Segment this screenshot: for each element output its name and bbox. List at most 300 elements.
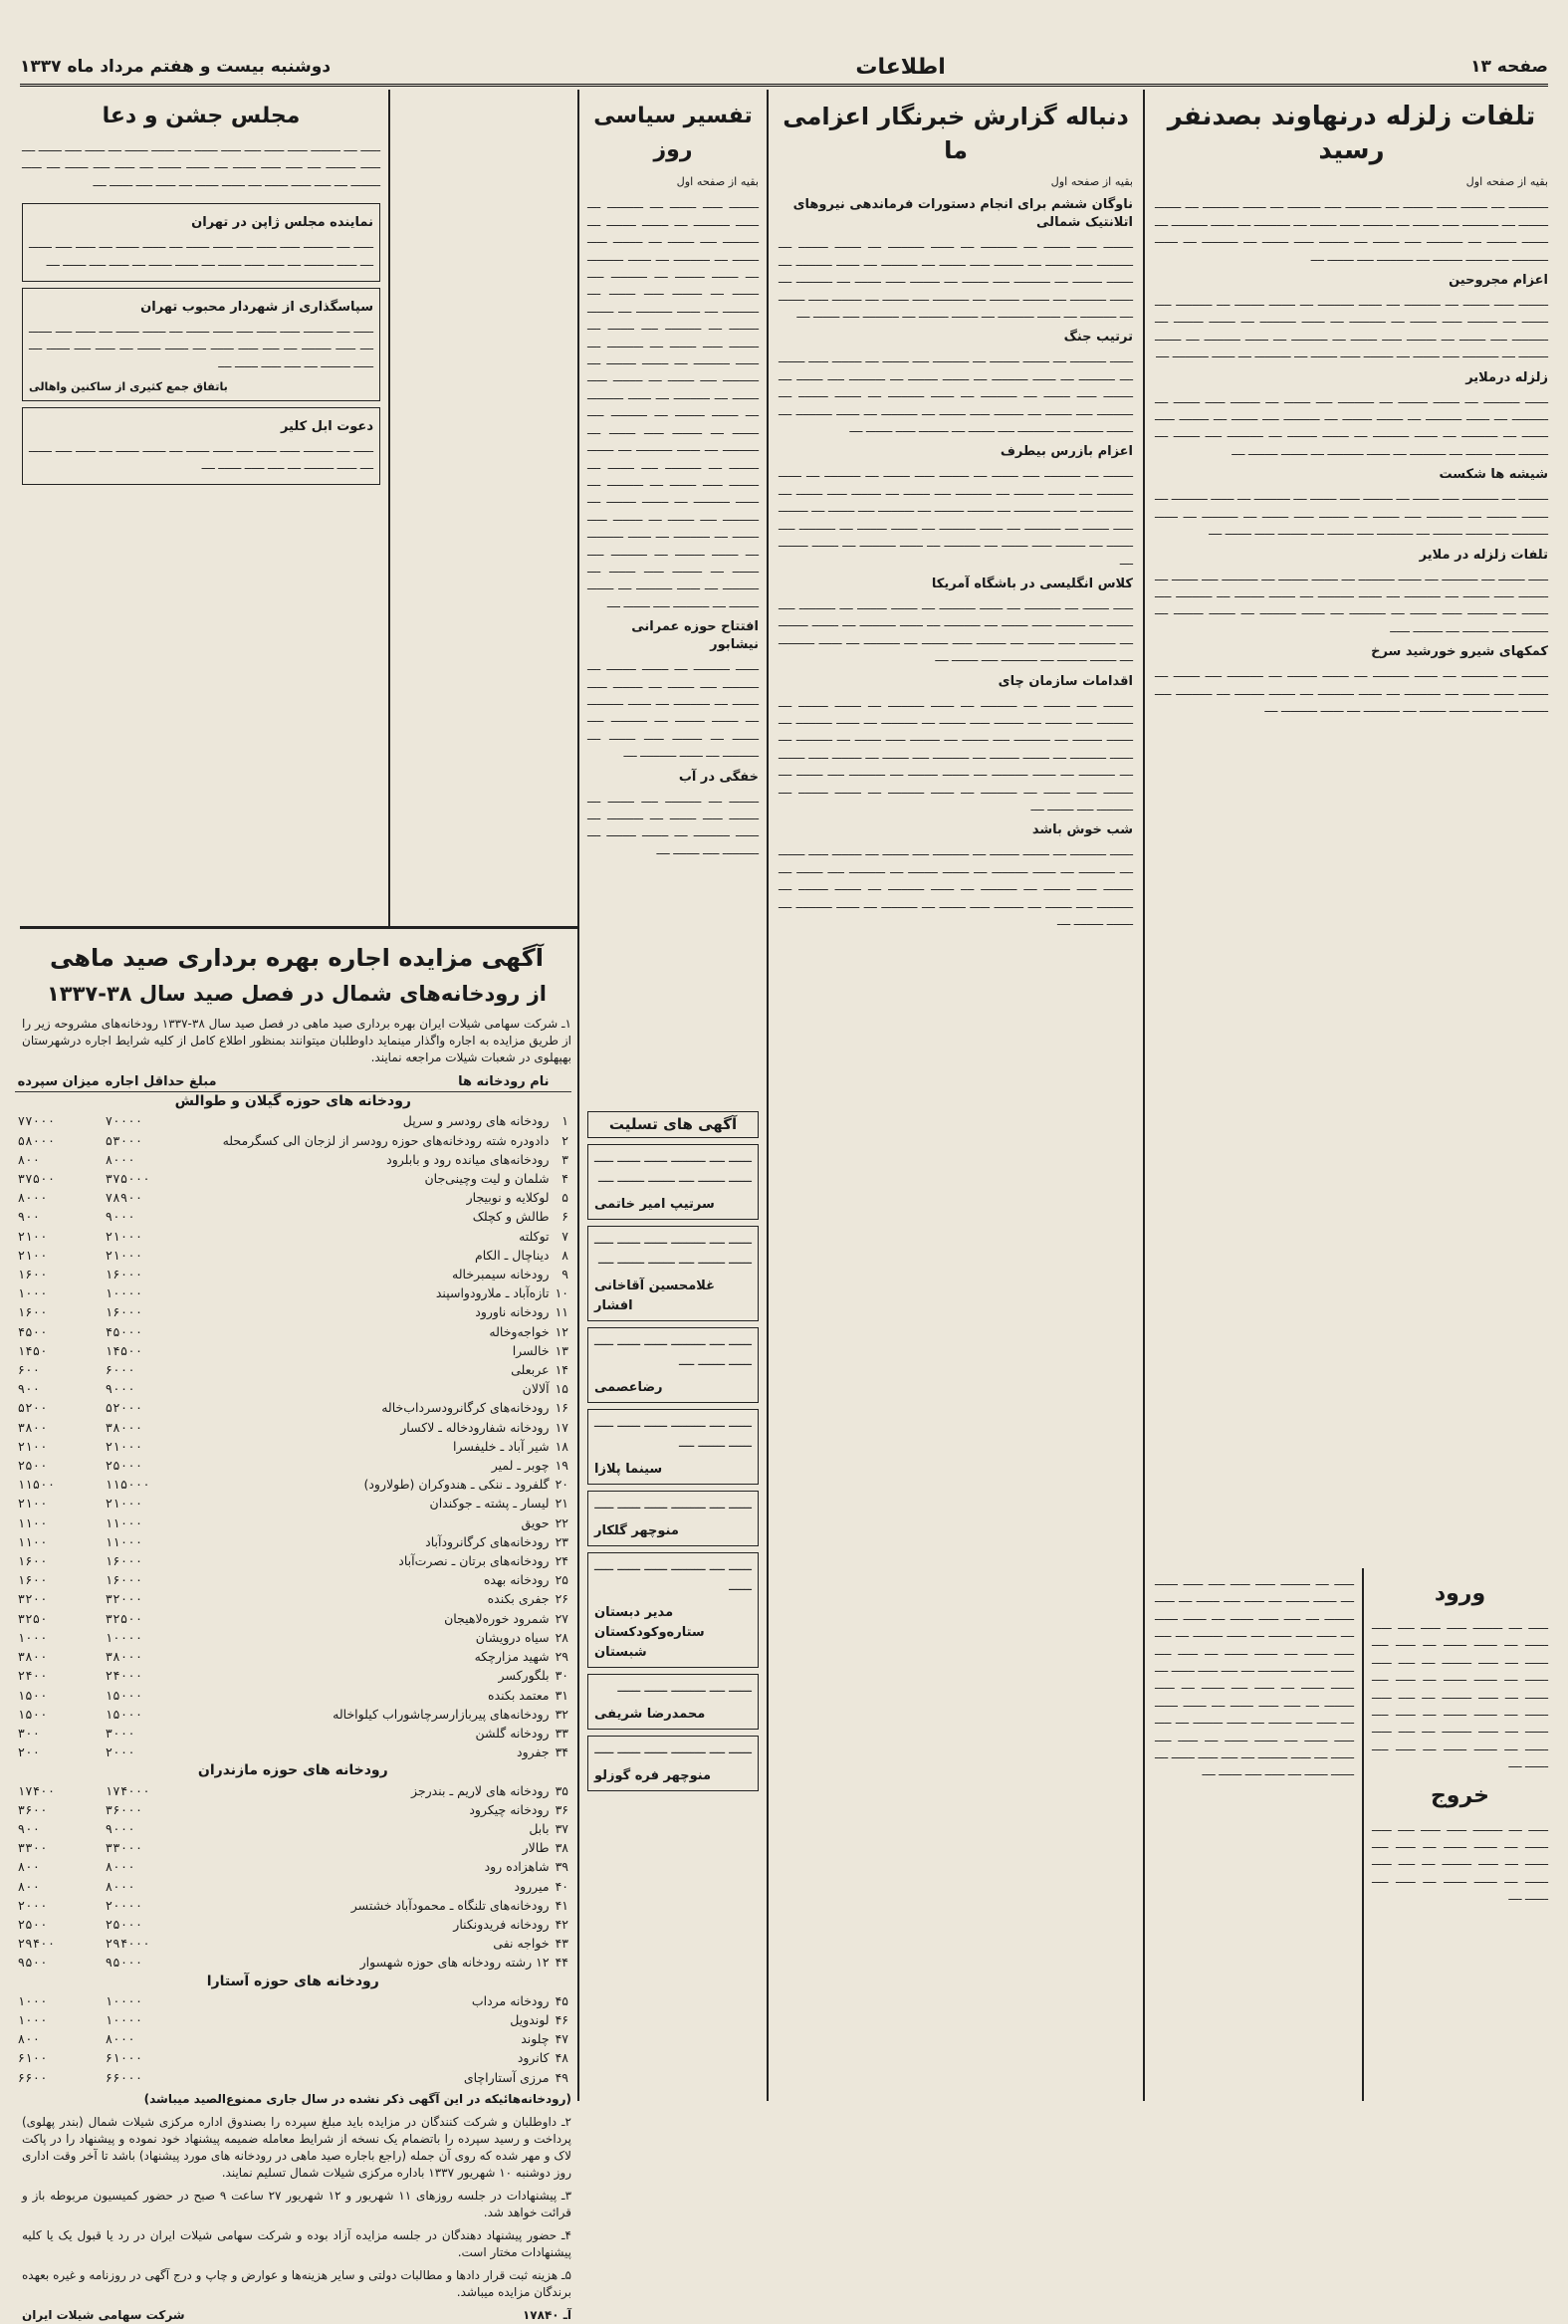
- table-row: [15, 1838, 571, 1857]
- section-rule: [20, 926, 577, 929]
- row-number: ۲۶: [555, 1591, 568, 1607]
- table-row: [15, 1953, 571, 1972]
- row-number: ۳۰: [555, 1668, 568, 1684]
- min-rent: ۲۱۰۰۰: [105, 1228, 143, 1244]
- deposit: ۱۷۴۰۰: [17, 1782, 56, 1798]
- min-rent: ۳۷۵۰۰۰: [105, 1171, 150, 1187]
- min-rent: ۱۱۰۰۰: [105, 1514, 143, 1530]
- river-name: رودخانه‌های کرگانرود‌آباد: [425, 1533, 550, 1549]
- rivers-table: [15, 1072, 571, 2087]
- article-body: ـــــــــ ــــ ـــــــــــ ـــــ ــــــــ ــــ ـــــــــ ــــــ ــــــــ ــــ ـــــــــــ ــــ ـــــــ ـــــــــــ ــــ ــــــــ ـــــــــ ــــ ـــــــــــ ـــــ ــــــــ ــــ ـــــــــ ــــــ ــــــــ ــــ ـــــــــــ ــــ ـــــــ ـــــــــــ ــــ ــــــــ ـــــــــ ــــ ـــــــــــ ـــــ ــــــــ ــــ ـــــــــ ــــــ ــــــــ ــــ: [1155, 490, 1548, 539]
- deposit: ۱۰۰۰: [17, 2011, 48, 2027]
- river-name: جفری بکنده: [487, 1591, 550, 1607]
- condolence-ads: [587, 1105, 759, 2101]
- row-number: ۱۸: [555, 1438, 568, 1454]
- river-name: رودخانه های رودسر و سرپل: [402, 1113, 550, 1129]
- ad-signature: منوچهر گلکار: [594, 1523, 679, 1539]
- table-row: [15, 1398, 571, 1417]
- table-row: [15, 1915, 571, 1934]
- deposit: ۱۰۰۰: [17, 1992, 48, 2008]
- subhead: تلفات زلزله در ملایر: [1419, 547, 1548, 563]
- group-title: رودخانه های حوزه گیلان و طوالش: [174, 1093, 411, 1110]
- ad-signature: رضاعصمی: [594, 1380, 663, 1396]
- table-row: [15, 1934, 571, 1953]
- entry-title: ورود: [1434, 1581, 1486, 1606]
- min-rent: ۶۱۰۰۰: [105, 2050, 143, 2066]
- article-body: ـــــــــ ــــــ ــــــــ ــــ ـــــــــــ ــــ ـــــــ ـــــــــــ ــــ ــــــــ ـــــــــ ــــ ـــــــــــ ـــــ ــــــــ ــــ ـــــــــ ــــــ ــــــــ ــــ ـــــــــــ ــــ ـــــــ ـــــــــــ ــــ ــــــــ ـــــــــ ــــ ـــــــــــ ـــــ ــــــــ ــــ ـــــــــ ــــــ ــــــــ ــــ ـــــــــــ ــــ ـــــــ ـــــــــــ ــــ ــــــــ ـــــــــ ــــ ـــــــــــ ـــــ ــــــــ ــــ ـــــــــ ــــــ ــــــــ ــــ ـــــــــــ ــــ ـــــــ ـــــــــــ ــــ ــــــــ ـــــــــ ــــ ـــــــــــ ـــــ ــــــــ ــــ: [779, 238, 1133, 322]
- table-row: [15, 1418, 571, 1437]
- auction-term: ۴ـ حضور پیشنهاد دهندگان در جلسه مزایده آزاد بوده و شرکت سهامی شیلات ایران در رد یا قبول یک یا کلیه پیشنهادات مختار است.: [22, 2227, 571, 2259]
- river-name: رودخانه‌های کرگانرودسرداب‌خاله: [381, 1400, 550, 1416]
- condolence-ad: ــــــ ــــ ـــــــــ ــــــ ــــــ ـــــ منوچهر فره گوزلو: [587, 1736, 759, 1791]
- row-number: ۳۸: [555, 1840, 568, 1856]
- subhead: سپاسگذاری از شهردار محبوب تهران: [140, 300, 373, 316]
- river-name: توکلته: [519, 1228, 550, 1244]
- row-number: ۴: [561, 1171, 568, 1187]
- article-body: ــــــ ــــ ـــــــــ ــــــ ــــــ ـــــ ــــــ ـــــــ ــــ ـــــــ ـــــــ ــــ ــــــ ـــــ ـــــــ ــــ ــــــ ـــــــــ ــــ ـــــ ــــــ ـــــــ ــــ ـــــــ ـــــــ ــــ ــــــ ـــــ ـــــــ ــــ ــــــ ـــــــــ ــــ ـــــ ــــــ ـــــــ ــــ ـــــــ ـــــــ ــــ ــــــ ـــــ ـــــــ ــــ ــــــ ـــــــــ ــــ ـــــ ــــــ ـــــــ ــــ ـــــــ ـــــــ ــــ ــــــ ـــــ ـــــــ ــــ: [1372, 1619, 1548, 1771]
- deposit: ۲۰۰۰: [17, 1897, 48, 1913]
- min-rent: ۲۱۰۰۰: [105, 1438, 143, 1454]
- headline-report: دنباله گزارش خبرنگار اعزامی ما: [783, 103, 1129, 164]
- river-name: شهید مزارچکه: [474, 1649, 550, 1665]
- deposit: ۱۵۰۰: [17, 1706, 48, 1722]
- table-row: [15, 1570, 571, 1589]
- article-body: ــــــ ــــــــ ــــ ـــــــــــ ــــ ـــــــ ـــــــــــ ــــ ــــــــ ـــــــــ ــــ ـــــــــــ ـــــ ــــــــ ــــ ـــــــــ ــــــ ــــــــ ــــ ـــــــــــ ــــ ـــــــ ـــــــــــ ــــ ــــــــ ـــــــــ ــــ ـــــــــــ ـــــ ــــــــ ــــ ـــــــــ ــــــ ــــــــ ــــ ـــــــــــ ــــ ـــــــ ـــــــــــ ــــ ــــــــ ـــــــــ ــــ ـــــــــــ ـــــ ــــــــ ــــ: [779, 598, 1133, 665]
- row-number: ۱۹: [555, 1458, 568, 1474]
- table-row: [15, 1188, 571, 1207]
- row-number: ۲۳: [555, 1533, 568, 1549]
- lead-line: بقیه از صفحه اول: [1050, 175, 1133, 188]
- deposit: ۷۷۰۰۰: [17, 1113, 56, 1129]
- article-body: ــــــ ــــ ـــــــــ ــــــ ــــــ ـــــ ــــــ ـــــــ ــــ ـــــــ ـــــــ ــــ ــــــ ـــــ ـــــــ ــــ ــــــ ـــــــــ ــــ ـــــ ــــــ ـــــــ ــــ ـــــــ ـــــــ ــــ ــــــ ـــــ ـــــــ ــــ ــــــ ـــــــــ ــــ ـــــ ــــــ ـــــــ ــــ ـــــــ ـــــــ ــــ ــــــ ـــــ ـــــــ ــــ ــــــ ـــــــــ ــــ ـــــ ــــــ ـــــــ ــــ ـــــــ ـــــــ ــــ ــــــ ـــــ ـــــــ ــــ ــــــ ـــــــــ ــــ ـــــ ــــــ ـــــــ ــــ ـــــــ ـــــــ ــــ ــــــ ـــــ ـــــــ ــــ ــــــ ـــــــــ ــــ ـــــ ــــــ ـــــــ ــــ ـــــــ ـــــــ ــــ ــــــ ـــــ ـــــــ ــــ ــــــ ـــــــــ ــــ ـــــ ــــــ ـــــــ ــــ ـــــــ ـــــــ ــــ ــــــ ـــــ ـــــــ ــــ: [1155, 1575, 1354, 1779]
- deposit: ۱۱۵۰۰: [17, 1477, 56, 1493]
- column-announcements: [22, 96, 380, 922]
- paper-name: اطلاعات: [855, 54, 946, 80]
- river-name: شیر آباد ـ خلیفسرا: [453, 1438, 550, 1454]
- min-rent: ۲۵۰۰۰: [105, 1916, 143, 1932]
- condolence-ad: ــــــ ــــ ـــــــــ ــــــ ــــــ محمدرضا شریفی: [587, 1674, 759, 1730]
- row-number: ۴۹: [555, 2069, 568, 2085]
- river-name: لیسار ـ پشته ـ جوکندان: [429, 1496, 550, 1511]
- subhead: اعزام مجروحین: [1449, 273, 1548, 289]
- deposit: ۳۸۰۰: [17, 1419, 48, 1435]
- river-name: رودخانه فریدونکنار: [453, 1916, 550, 1932]
- river-name: طالش و کچلک: [472, 1209, 550, 1225]
- deposit: ۲۱۰۰: [17, 1228, 48, 1244]
- river-name: حویق: [521, 1514, 550, 1530]
- deposit: ۱۰۰۰: [17, 1629, 48, 1645]
- table-row: [15, 1265, 571, 1283]
- table-row: [15, 2029, 571, 2048]
- announcement-row: [22, 96, 380, 197]
- river-name: خواجه‌وخاله: [489, 1323, 550, 1339]
- river-name: عربعلی: [511, 1362, 550, 1378]
- min-rent: ۱۰۰۰۰: [105, 2011, 143, 2027]
- min-rent: ۲۱۰۰۰: [105, 1496, 143, 1511]
- subhead: دعوت ابل کلیر: [280, 418, 373, 434]
- row-number: ۲۴: [555, 1553, 568, 1569]
- auction-term: ۳ـ پیشنهادات در جلسه روزهای ۱۱ شهریور و ۱۲ شهریور ۲۷ ساعت ۹ صبح در حضور کمیسیون مربوطه باز و قرائت خواهد شد.: [22, 2188, 572, 2219]
- river-name: گلفرود ـ ننکی ـ هندوکران (طولارود): [363, 1477, 550, 1493]
- article-body: ــــــ ــــ ـــــــــ ــــــ ــــــ ـــــ ــــــ ـــــــ ــــ ـــــــ ـــــــ ــــ ــــــ ـــــ ـــــــ ــــ ــــــ ـــــــــ ــــ ـــــ ــــــ ـــــــ ــــ ـــــــ ـــــــ ــــ ــــــ ـــــ ـــــــ ــــ ــــــ ـــــــــ ــــ ـــــ ــــــ ـــــــ ــــ: [29, 323, 373, 370]
- group-header: [15, 1761, 571, 1780]
- ad-signature: منوچهر فره گوزلو: [594, 1768, 712, 1784]
- column-rule: [577, 90, 579, 2101]
- river-name: لوندویل: [510, 2011, 550, 2027]
- deposit: ۱۱۰۰: [17, 1533, 48, 1549]
- auction-code: آـ ۱۷۸۴۰: [522, 2307, 571, 2322]
- table-row: [15, 1283, 571, 1302]
- deposit: ۸۰۰: [17, 1878, 41, 1894]
- min-rent: ۳۰۰۰: [105, 1725, 135, 1741]
- table-row: [15, 2068, 571, 2087]
- column-rule: [1362, 1568, 1364, 2101]
- min-rent: ۳۳۰۰۰: [105, 1840, 143, 1856]
- river-name: رودخانه‌های برتان ـ نصرت‌آباد: [398, 1553, 550, 1569]
- row-number: ۱۰: [555, 1285, 568, 1301]
- table-row: [15, 1551, 571, 1570]
- deposit: ۲۵۰۰: [17, 1916, 48, 1932]
- headline-commentary: تفسیر سیاسی روز: [593, 104, 753, 162]
- article-body: ـــــــــ ــــ ـــــــــــ ـــــ ــــــــ ــــ ـــــــــ ــــــ ــــــــ ــــ ـــــــــــ ــــ ـــــــ ـــــــــــ ــــ ــــــــ ـــــــــ ــــ ـــــــــــ ـــــ ــــــــ ــــ: [587, 792, 759, 857]
- condolence-ad: ــــــ ــــ ـــــــــ ــــــ ــــــ ـــــ منوچهر گلکار: [587, 1491, 759, 1546]
- subhead: افتتاح حوزه عمرانی نیشابور: [631, 619, 759, 653]
- ads-header: آگهی های تسلیت: [587, 1111, 759, 1138]
- row-number: ۳۳: [555, 1725, 568, 1741]
- table-row: [15, 1666, 571, 1685]
- row-number: ۲۵: [555, 1572, 568, 1588]
- deposit: ۸۰۰: [17, 2031, 41, 2047]
- deposit: ۲۴۰۰: [17, 1668, 48, 1684]
- deposit: ۲۹۴۰۰: [17, 1936, 56, 1952]
- deposit: ۳۲۵۰: [17, 1610, 48, 1626]
- column-rule: [767, 90, 769, 2101]
- condolence-ad: ــــــ ــــ ـــــــــ ــــــ ــــــ ـــــ ــــــ ـــــــ ــــ رضاعصمی: [587, 1327, 759, 1403]
- row-number: ۳۹: [555, 1859, 568, 1875]
- auction-intro: ۱ـ شرکت سهامی شیلات ایران بهره برداری صید ماهی در فصل صید سال ۳۸-۱۳۳۷ رودخانه‌های مشروحه زیر را از طریق مزایده به اجاره واگذار مینماید داوطلبان میتوانند بمنظور اطلاع کامل از کلیه شرایط اجاره درشهرستان بهپهلوی در شعبات شیلات مراجعه نمایند.: [22, 1017, 571, 1064]
- row-number: ۱۳: [555, 1342, 568, 1358]
- table-row: [15, 1857, 571, 1876]
- ad-signature: محمدرضا شریفی: [594, 1707, 706, 1723]
- table-row: [15, 1227, 571, 1246]
- river-name: خالسرا: [512, 1342, 550, 1358]
- deposit: ۵۲۰۰: [17, 1400, 48, 1416]
- min-rent: ۹۰۰۰: [105, 1820, 135, 1836]
- row-number: ۳۲: [555, 1706, 568, 1722]
- deposit: ۱۶۰۰: [17, 1572, 48, 1588]
- min-rent: ۲۹۴۰۰۰: [105, 1936, 150, 1952]
- announcement-thanks: [22, 288, 380, 401]
- col-river-name: نام رودخانه ها: [220, 1072, 553, 1092]
- deposit: ۱۶۰۰: [17, 1304, 48, 1320]
- column-earthquake-cont: [1155, 1573, 1354, 2101]
- min-rent: ۱۶۰۰۰: [105, 1267, 143, 1282]
- table-row: [15, 1647, 571, 1666]
- min-rent: ۲۱۰۰۰: [105, 1247, 143, 1263]
- table-row: [15, 1705, 571, 1724]
- row-number: ۲۲: [555, 1514, 568, 1530]
- river-name: دیناچال ـ الکام: [474, 1247, 550, 1263]
- min-rent: ۱۰۰۰۰: [105, 1629, 143, 1645]
- row-number: ۴۳: [555, 1936, 568, 1952]
- deposit: ۱۵۰۰: [17, 1687, 48, 1703]
- group-title: رودخانه های حوزه آستارا: [206, 1973, 379, 1989]
- min-rent: ۱۶۰۰۰: [105, 1553, 143, 1569]
- deposit: ۳۲۰۰: [17, 1591, 48, 1607]
- row-number: ۱: [561, 1113, 568, 1129]
- min-rent: ۸۰۰۰: [105, 1878, 135, 1894]
- article-body: ـــــــــ ــــــ ــــــــ ــــ ـــــــــــ ــــ ـــــــ ـــــــــــ ــــ ــــــــ ـــــــــ ــــ ـــــــــــ ـــــ ــــــــ ــــ ـــــــــ ــــــ ــــــــ ــــ ـــــــــــ ــــ ـــــــ ـــــــــــ ــــ ــــــــ ـــــــــ ــــ ـــــــــــ ـــــ ــــــــ ــــ ـــــــــ ــــــ ــــــــ ــــ ـــــــــــ ــــ ـــــــ ـــــــــــ ــــ ــــــــ ـــــــــ ــــ ـــــــــــ ـــــ ــــــــ ــــ ـــــــــ ــــــ ــــــــ ــــ ـــــــــــ ــــ ـــــــ ـــــــــــ ــــ ــــــــ ـــــــــ ــــ ـــــــــــ ـــــ ــــــــ ــــ ـــــــــ ــــــ ــــــــ ــــ ـــــــــــ ــــ ـــــــ ـــــــــــ ــــ ــــــــ ـــــــــ ــــ ـــــــــــ ـــــ ــــــــ ــــ: [779, 696, 1133, 813]
- river-name: چوبر ـ لمیر: [491, 1458, 550, 1474]
- min-rent: ۱۶۰۰۰: [105, 1572, 143, 1588]
- deposit: ۸۰۰: [17, 1859, 41, 1875]
- article-body: ــــــــــــ ــــ ــــــــ ــــــ ـــــــــ ــــ ـــــــــــ ـــــ ــــــــــ ــــ ـــــــ ـــــــــــ ــــ ــــــــ ـــــــــ ــــ ـــــــــــ ـــــ ــــــــ ــــ ـــــــــ ــــــ ــــــــ ــــ ـــــــــــ ــــ ـــــــ ـــــــــــ ــــ ــــــــ ـــــــــ ــــ ـــــــــــ ـــــ ــــــــ ــــ ـــــــــ ــــــ ــــــــ ــــ ـــــــــــ ــــ ـــــــ ـــــــــــ ــــ ــــــــ ـــــــــ ــــ ـــــــــــ ـــــ ــــــــ ــــ: [1155, 198, 1548, 264]
- row-number: ۲۷: [555, 1610, 568, 1626]
- table-row: [15, 1819, 571, 1838]
- deposit: ۲۱۰۰: [17, 1247, 48, 1263]
- deposit: ۱۶۰۰: [17, 1267, 48, 1282]
- row-number: ۳۴: [555, 1744, 568, 1760]
- row-number: ۳۶: [555, 1801, 568, 1817]
- article-body: ــــــ ــــــــ ــــ ـــــــــــ ــــ ـــــــ ـــــــــــ ــــ ــــــــ ـــــــــ ــــ ـــــــــــ ـــــ ــــــــ ــــ ـــــــــ ــــــ ــــــــ ــــ ـــــــــــ ــــ ـــــــ ـــــــــــ ــــ ــــــــ ـــــــــ ــــ ـــــــــــ ـــــ ــــــــ ــــ ـــــــــ ــــــ ــــــــ ــــ ـــــــــــ ــــ ـــــــ ـــــــــــ ــــ ــــــــ ـــــــــ ــــ ـــــــــــ ـــــ ــــــــ ــــ ـــــــــ ــــــ: [1155, 570, 1548, 635]
- table-row: [15, 1302, 571, 1321]
- headline-celebration: مجلس جشن و دعا: [102, 104, 301, 128]
- river-name: کانرود: [517, 2050, 550, 2066]
- min-rent: ۳۲۰۰۰: [105, 1591, 143, 1607]
- table-row: [15, 1877, 571, 1896]
- row-number: ۵: [561, 1190, 568, 1206]
- auction-notice: [17, 936, 572, 2322]
- table-header: [15, 1072, 571, 1092]
- min-rent: ۱۵۰۰۰: [105, 1687, 143, 1703]
- auction-title: آگهی مزایده اجاره بهره برداری صید ماهی: [50, 944, 544, 972]
- river-name: رودخانه های لاریم ـ بندرجز: [411, 1782, 550, 1798]
- article-body: ــــــــ ــــ ـــــــــــ ــــ ـــــــ ـــــــــــ ــــ ــــــــ ـــــــــ ــــ ـــــــــــ ـــــ ــــــــ ــــ ـــــــــ ــــــ ــــــــ ــــ ـــــــــــ ــــ ـــــــ ـــــــــــ ــــ ــــــــ ـــــــــ ــــ ـــــــــــ ـــــ ــــــــ ــــ ـــــــــ ــــــ ــــــــ ــــ ـــــــــــ ــــ ـــــــ ـــــــــــ ــــ: [1155, 667, 1548, 715]
- table-row: [15, 1475, 571, 1494]
- river-name: رودخانه چیکرود: [469, 1801, 550, 1817]
- river-name: رودخانه ناورود: [475, 1304, 550, 1320]
- deposit: ۹۰۰: [17, 1209, 41, 1225]
- auction-subtitle: از رودخانه‌های شمال در فصل صید سال ۳۸-۱۳۳۷: [46, 982, 547, 1006]
- group-title: رودخانه های حوزه مازندران: [197, 1762, 388, 1779]
- page-number: صفحه ۱۳: [1470, 57, 1548, 77]
- row-number: ۳: [561, 1151, 568, 1167]
- min-rent: ۲۵۰۰۰: [105, 1458, 143, 1474]
- min-rent: ۹۰۰۰: [105, 1209, 135, 1225]
- table-row: [15, 1207, 571, 1226]
- min-rent: ۶۰۰۰: [105, 1362, 135, 1378]
- article-body: ـــــــ ـــــــــــ ــــ ــــــــ ـــــــــ ــــ ـــــــــــ ـــــ ــــــــ ــــ ـــــــــ ــــــ ــــــــ ــــ ـــــــــــ ــــ ـــــــ ـــــــــــ ــــ ــــــــ ـــــــــ ــــ ـــــــــــ ـــــ ــــــــ ــــ ـــــــــ ــــــ ــــــــ ــــ ـــــــــــ ــــ ـــــــ ـــــــــــ ــــ ــــــــ ـــــــــ ــــ ـــــــــــ ـــــ ــــــــ ــــ ـــــــــ ــــــ ــــــــ ــــ ـــــــــــ ــــ ـــــــ ـــــــــــ ــــ ــــــــ ـــــــــ ــــ: [779, 845, 1133, 928]
- deposit: ۶۱۰۰: [17, 2050, 48, 2066]
- min-rent: ۸۰۰۰: [105, 1859, 135, 1875]
- deposit: ۳۷۵۰۰: [17, 1171, 56, 1187]
- condolence-ad: ــــــ ــــ ـــــــــ ــــــ ــــــ ـــــ ــــــ ـــــــ ــــ ـــــــ ـــــــ ــــ غلامحسین آقاخانی افشار: [587, 1226, 759, 1321]
- min-rent: ۲۰۰۰۰: [105, 1897, 143, 1913]
- table-row: [15, 1437, 571, 1456]
- ad-signature: مدیر دبستان ستاره‌و‌کودکستان شبستان: [594, 1605, 705, 1661]
- table-row: [15, 1169, 571, 1188]
- subhead: اقدامات سازمان چای: [998, 673, 1133, 689]
- min-rent: ۱۷۴۰۰۰: [105, 1782, 150, 1798]
- article-body: ـــــــــ ــــ ـــــــــــ ـــــ ــــــــ ــــ ـــــــــ ــــــ ــــــــ ــــ ـــــــــــ ــــ ـــــــ ـــــــــــ ــــ ــــــــ ـــــــــ ــــ ـــــــــــ ـــــ ــــــــ ــــ ـــــــــ ــــــ ــــــــ ــــ ـــــــــــ ــــ ـــــــ ـــــــــــ ــــ ــــــــ ـــــــــ ــــ ـــــــــــ ـــــ ــــــــ ــــ ـــــــــ ــــــ ــــــــ ــــ ـــــــــــ ــــ ـــــــ ـــــــــــ ــــ ــــــــ ـــــــــ ــــ ـــــــــــ ـــــ ــــــــ ــــ ـــــــــ ــــــ ــــــــ ــــ ـــــــــــ ــــ ـــــــ ـــــــــــ ــــ ــــــــ ـــــــــ ــــ: [779, 467, 1133, 568]
- subhead: کمکهای شیرو خورشید سرخ: [1371, 644, 1548, 660]
- min-rent: ۳۲۵۰۰: [105, 1610, 143, 1626]
- table-row: [15, 1724, 571, 1743]
- lead-line: بقیه از صفحه اول: [676, 175, 759, 188]
- masthead: [20, 50, 1548, 87]
- column-earthquake: [1155, 96, 1548, 1559]
- rivers-body: [15, 1092, 571, 2087]
- headline-earthquake: تلفات زلزله درنهاوند بصدنفر رسید: [1167, 102, 1536, 165]
- row-number: ۲۸: [555, 1629, 568, 1645]
- deposit: ۳۰۰: [17, 1725, 41, 1741]
- row-number: ۹: [561, 1267, 568, 1282]
- min-rent: ۸۰۰۰: [105, 1151, 135, 1167]
- table-row: [15, 1150, 571, 1169]
- deposit: ۹۰۰: [17, 1381, 41, 1397]
- col-deposit: میزان سپرده: [15, 1072, 103, 1092]
- article-body: ـــــــ ـــــــــــ ــــ ــــــــ ـــــــــ ــــ ـــــــــــ ـــــ ــــــــ ــــ ـــــــــ ــــــ ــــــــ ــــ ـــــــــــ ــــ ـــــــ ـــــــــــ ــــ ــــــــ ـــــــــ ــــ ـــــــــــ ـــــ ــــــــ ــــ ـــــــــ ــــــ ــــــــ ــــ ـــــــــــ ــــ ـــــــ ـــــــــــ ــــ: [587, 660, 759, 761]
- deposit: ۵۸۰۰۰: [17, 1132, 56, 1148]
- deposit: ۱۴۵۰: [17, 1342, 48, 1358]
- river-name: رودخانه‌های میانده رود و بابلرود: [386, 1151, 550, 1167]
- announcement-japan: [22, 203, 380, 282]
- deposit: ۲۱۰۰: [17, 1496, 48, 1511]
- river-name: رودخانه‌های پیربازار‌سرچاشوراب کیلواخاله: [333, 1706, 550, 1722]
- river-name: رودخانه‌های تلنگاه ـ محمودآباد خشتسر: [350, 1897, 550, 1913]
- group-header: [15, 1973, 571, 1991]
- date-line: دوشنبه بیست و هفتم مرداد ماه ۱۳۳۷: [20, 57, 332, 77]
- row-number: ۷: [561, 1228, 568, 1244]
- column-report: [779, 96, 1133, 2097]
- group-header: [15, 1092, 571, 1112]
- table-row: [15, 1532, 571, 1551]
- deposit: ۶۰۰: [17, 1362, 41, 1378]
- row-number: ۴۱: [555, 1897, 568, 1913]
- row-number: ۲۱: [555, 1496, 568, 1511]
- auction-term: ۲ـ داوطلبان و شرکت کنندگان در مزایده باید مبلغ سپرده را بصندوق اداره مرکزی شیلات شمال (بندر پهلوی) پرداخت و رسید سپرده را باتضمام یک نسخه از شرایط معامله ضمیمه پیشنهاد خود نموده و پیشنهاد را در پاکت لاک و مهر شده که روی آن جمله (راجع باجاره صید ماهی در رودخانه های مورد پیشنهاد) باشد تا آخر وقت اداری روز دوشنبه ۱۰ شهریور ۱۳۳۷ باداره مرکزی شیلات شمال تسلیم نمایند.: [22, 2114, 571, 2180]
- row-number: ۳۷: [555, 1820, 568, 1836]
- table-row: [15, 1111, 571, 1130]
- announcement-invite: [22, 407, 380, 486]
- min-rent: ۱۱۰۰۰: [105, 1533, 143, 1549]
- column-arrivals: [1372, 1573, 1548, 2101]
- table-row: [15, 1800, 571, 1819]
- article-body: ـــــــ ـــــــــــ ــــ ــــــــ ـــــــــ ــــ ـــــــــــ ـــــ ــــــــ ــــ ـــــــــ ــــــ ــــــــ ــــ ـــــــــــ ــــ ـــــــ ـــــــــــ ــــ ــــــــ ـــــــــ ــــ ـــــــــــ ـــــ ــــــــ ــــ ـــــــــ ــــــ ــــــــ ــــ ـــــــــــ ــــ ـــــــ ـــــــــــ ــــ ــــــــ ـــــــــ ــــ ـــــــــــ ـــــ ــــــــ ــــ ـــــــــ ــــــ ــــــــ ــــ ـــــــــــ ــــ ـــــــ ـــــــــــ ــــ ــــــــ ـــــــــ ــــ: [1155, 392, 1548, 458]
- table-row: [15, 1896, 571, 1915]
- condolence-ad: ــــــ ــــ ـــــــــ ــــــ ــــــ ـــــ ــــــ مدیر دبستان ستاره‌و‌کودکستان شبستان: [587, 1552, 759, 1668]
- row-number: ۳۱: [555, 1687, 568, 1703]
- min-rent: ۳۸۰۰۰: [105, 1419, 143, 1435]
- table-row: [15, 1686, 571, 1705]
- table-row: [15, 1628, 571, 1647]
- min-rent: ۹۰۰۰: [105, 1381, 135, 1397]
- article-body: ـــــــــ ــــــ ــــــــ ــــ ـــــــــــ ــــ ـــــــ ـــــــــــ ــــ ــــــــ ـــــــــ ــــ ـــــــــــ ـــــ ــــــــ ــــ ـــــــــ ــــــ ــــــــ ــــ ـــــــــــ ــــ ـــــــ ـــــــــــ ــــ ــــــــ ـــــــــ ــــ ـــــــــــ ـــــ ــــــــ ــــ ـــــــــ ــــــ ــــــــ ــــ ـــــــــــ ــــ ـــــــ ـــــــــــ ــــ ــــــــ ـــــــــ ــــ ـــــــــــ ـــــ ــــــــ ــــ ـــــــــ ــــــ ــــــــ ــــ ـــــــــــ ــــ ـــــــ ـــــــــــ ــــ ــــــــ ـــــــــ ــــ ـــــــــــ ـــــ ــــــــ ــــ ـــــــــ ــــــ ــــــــ ــــ ـــــــــــ ــــ ـــــــ ـــــــــــ ــــ ــــــــ ـــــــــ ــــ ـــــــــــ ـــــ ــــــــ ــــ ـــــــــ ــــــ ــــــــ ــــ ـــــــــــ ــــ ـــــــ ـــــــــــ ــــ ــــــــ ـــــــــ ــــ ـــــــــــ ـــــ ــــــــ ــــ ـــــــــ ــــــ ــــــــ ــــ ـــــــــــ ــــ ـــــــ ـــــــــــ ــــ ــــــــ ـــــــــ ــــ ـــــــــــ ـــــ ــــــــ ــــ ـــــــــ ــــــ ــــــــ ــــ ـــــــــــ ــــ ـــــــ ـــــــــــ ــــ ــــــــ ـــــــــ ــــ ـــــــــــ ـــــ ــــــــ ــــ ـــــــــ ــــــ ــــــــ ــــ ـــــــــــ ــــ ـــــــ ـــــــــــ ــــ ــــــــ ـــــــــ ــــ ـــــــــــ ـــــ ــــــــ ــــ: [587, 198, 759, 610]
- river-name: رودخانه سیمبرخاله: [452, 1267, 550, 1282]
- auction-footer-note: (رودخانه‌هائیکه در این آگهی ذکر نشده در سال جاری ممنوع‌الصید میباشد): [143, 2091, 571, 2106]
- deposit: ۸۰۰: [17, 1151, 41, 1167]
- row-number: ۱۲: [555, 1323, 568, 1339]
- subhead: شب خوش باشد: [1031, 822, 1133, 838]
- row-number: ۸: [561, 1247, 568, 1263]
- subhead: ناوگان ششم برای انجام دستورات فرماندهی نیروهای اتلانتیک شمالی: [792, 197, 1133, 231]
- river-name: جفرود: [517, 1744, 550, 1760]
- deposit: ۲۵۰۰: [17, 1458, 48, 1474]
- min-rent: ۳۶۰۰۰: [105, 1801, 143, 1817]
- river-name: خواجه نفی: [493, 1936, 550, 1952]
- auction-company: شرکت سهامی شیلات ایران: [22, 2307, 185, 2322]
- row-number: ۲۹: [555, 1649, 568, 1665]
- min-rent: ۱۱۵۰۰۰: [105, 1477, 150, 1493]
- row-number: ۱۱: [555, 1304, 568, 1320]
- ad-signature: غلامحسین آقاخانی افشار: [594, 1278, 716, 1314]
- river-name: شمرود خوره‌لاهیجان: [444, 1610, 550, 1626]
- min-rent: ۲۴۰۰۰: [105, 1668, 143, 1684]
- row-number: ۱۷: [555, 1419, 568, 1435]
- river-name: معتمد بکنده: [488, 1687, 550, 1703]
- deposit: ۳۸۰۰: [17, 1649, 48, 1665]
- row-number: ۱۶: [555, 1400, 568, 1416]
- river-name: میررود: [514, 1878, 550, 1894]
- river-name: رودخانه بهده: [483, 1572, 550, 1588]
- column-rule: [388, 90, 390, 926]
- min-rent: ۱۰۰۰۰: [105, 1992, 143, 2008]
- table-row: [15, 1513, 571, 1532]
- river-name: لوکلایه و نوبیجار: [466, 1190, 550, 1206]
- row-number: ۴۸: [555, 2050, 568, 2066]
- min-rent: ۶۶۰۰۰: [105, 2069, 143, 2085]
- min-rent: ۱۶۰۰۰: [105, 1304, 143, 1320]
- river-name: سیاه درویشان: [475, 1629, 550, 1645]
- table-row: [15, 1322, 571, 1341]
- row-number: ۴۰: [555, 1878, 568, 1894]
- column-commentary: [587, 96, 759, 1091]
- deposit: ۳۶۰۰: [17, 1801, 48, 1817]
- min-rent: ۵۲۰۰۰: [105, 1400, 143, 1416]
- river-name: دادودره شته رودخانه‌های حوزه رودسر از لزجان الی کسگرمحله: [222, 1132, 550, 1148]
- river-name: رودخانه مرداب: [471, 1992, 550, 2008]
- table-row: [15, 1743, 571, 1761]
- row-number: ۲: [561, 1132, 568, 1148]
- table-row: [15, 1246, 571, 1265]
- table-row: [15, 1494, 571, 1512]
- table-row: [15, 1360, 571, 1379]
- river-name: بلگور‌کسر: [498, 1668, 550, 1684]
- deposit: ۱۱۰۰: [17, 1514, 48, 1530]
- deposit: ۶۶۰۰: [17, 2069, 48, 2085]
- min-rent: ۵۳۰۰۰: [105, 1132, 143, 1148]
- article-body: ـــــــــ ــــــ ــــــــ ــــ ـــــــــــ ــــ ـــــــ ـــــــــــ ــــ ــــــــ ـــــــــ ــــ ـــــــــــ ـــــ ــــــــ ــــ ـــــــــ ــــــ ــــــــ ــــ ـــــــــــ ــــ ـــــــ ـــــــــــ ــــ ــــــــ ـــــــــ ــــ ـــــــــــ ـــــ ــــــــ ــــ ـــــــــ ــــــ ــــــــ ــــ ـــــــــــ ــــ ـــــــ ـــــــــــ ــــ ــــــــ ـــــــــ ــــ ـــــــــــ ـــــ ــــــــ ــــ ـــــــــ ــــــ ــــــــ ــــ ـــــــــــ ــــ ـــــــ ـــــــــــ ــــ: [1155, 296, 1548, 361]
- river-name: چلوند: [521, 2031, 550, 2047]
- subhead: کلاس انگلیسی در باشگاه آمریکا: [931, 576, 1133, 591]
- exit-title: خروج: [1430, 1782, 1490, 1808]
- river-name: بابل: [529, 1820, 550, 1836]
- deposit: ۳۳۰۰: [17, 1840, 48, 1856]
- article-body: ــــــ ــــ ـــــــــ ــــــ ــــــ ـــــ ــــــ ـــــــ ــــ ـــــــ ـــــــ ــــ ــــــ ـــــ ـــــــ ــــ ــــــ ـــــــــ ــــ ـــــ ــــــ ـــــــ ــــ ـــــــ ـــــــ ــــ ــــــ ـــــ ـــــــ ــــ: [1372, 1820, 1548, 1904]
- subhead: زلزله درملایر: [1465, 369, 1548, 385]
- row-number: ۴۵: [555, 1992, 568, 2008]
- table-row: [15, 1379, 571, 1398]
- river-name: شاهزاده رود: [484, 1859, 550, 1875]
- min-rent: ۳۸۰۰۰: [105, 1649, 143, 1665]
- min-rent: ۲۰۰۰: [105, 1744, 135, 1760]
- min-rent: ۸۰۰۰: [105, 2031, 135, 2047]
- announcement-celebration: [22, 96, 380, 197]
- row-number: ۶: [561, 1209, 568, 1225]
- auction-term: ۵ـ هزینه ثبت قرار دادها و مطالبات دولتی و سایر هزینه‌ها و عوارض و چاپ و درج آگهی در روزنامه و غیره بعهده برندگان مزایده میباشد.: [22, 2267, 571, 2299]
- subhead: نماینده مجلس ژاپن در تهران: [191, 215, 373, 231]
- river-name: رودخانه گلشن: [475, 1725, 550, 1741]
